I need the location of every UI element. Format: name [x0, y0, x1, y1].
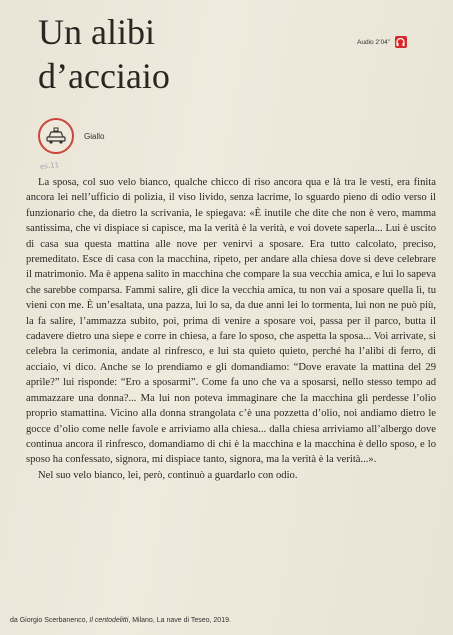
citation-suffix: , Milano, La nave di Teseo, 2019.	[128, 617, 231, 624]
genre-tag	[38, 118, 104, 154]
source-citation	[10, 617, 231, 624]
paragraph-1: La sposa, col suo velo bianco, qualche chicco di riso ancora qua e là tra le vesti, era finita ancora lei nell’ufficio di polizia, il viso livido, senza lacrime, lo sguardo pieno di odio verso il funzionario che, da dietro la scrivania, le spiegava: «È inutile che dite che non è vero, mamma santissima, che vi dispiace si capisce, ma la verità è la verità, e voi dovete saperla... Lui è uscito di casa sua questa mattina alle nove per venirvi a sposare. Era tutto calcolato, preciso, premeditato. Esce di casa con la macchina, ripeto, per andare alla chiesa dove si deve celebrare il matrimonio. Ma è appena salito in macchina che compare la sua vecchia amica, e lui lo sapeva che sarebbe comparsa. Fammi salire, gli dice la vecchia amica, tu non vai a sposare quella lì, tu vieni con me. È un’esaltata, una pazza, lui lo sa, da due anni lei lo tormenta, lui non ne può più, la fa salire, l’ammazza subito, poi, prima di venire a sposare voi, passa per il parco, butta il cadavere dietro una siepe e corre in chiesa, a fare lo sposo, che aspetta la sposa... Voi arrivate, si celebra la cerimonia, andate al rinfresco, e lui sta quieto quieto, perché ha l’alibi di ferro, di acciaio, vi dico. Anche se lo prendiamo e gli domandiamo: “Dove eravate la mattina del 29 aprile?” lui risponde: “Ero a sposarmi”. Come fa uno che va a sposarsi, nello stesso tempo ad ammazzare una donna?... Ma lui non poteva immaginare che la macchina gli perdesse l’olio proprio stamattina. Vicino alla donna strangolata c’è una pozzetta d’olio, noi andiamo dietro le gocce d’olio come nelle favole e arriviamo alla chiesa... dalla chiesa arriviamo all’albergo dove continua ancora il rinfresco, domandiamo di chi è la macchina e la macchina è dello sposo, e lo sposo ha confessato, signora, mi dispiace tanto, signora, ma la verità è la verità...».	[26, 177, 436, 466]
audio-label: Audio 2’04’’	[357, 38, 391, 46]
citation-prefix: da Giorgio Scerbanenco,	[10, 617, 88, 624]
story-text	[26, 175, 436, 483]
title-line-1: Un alibi	[38, 12, 155, 52]
police-car-icon	[38, 118, 74, 154]
handwritten-note: es.11	[39, 161, 60, 171]
citation-book-title: Il centodelitti	[89, 617, 129, 624]
genre-label: Giallo	[84, 131, 105, 141]
page-title	[38, 10, 170, 98]
audio-indicator[interactable]	[357, 36, 407, 48]
paragraph-2: Nel suo velo bianco, lei, però, continuò a guardarlo con odio.	[38, 469, 298, 481]
headphones-icon[interactable]	[395, 36, 407, 48]
title-line-2: d’acciaio	[38, 56, 170, 96]
